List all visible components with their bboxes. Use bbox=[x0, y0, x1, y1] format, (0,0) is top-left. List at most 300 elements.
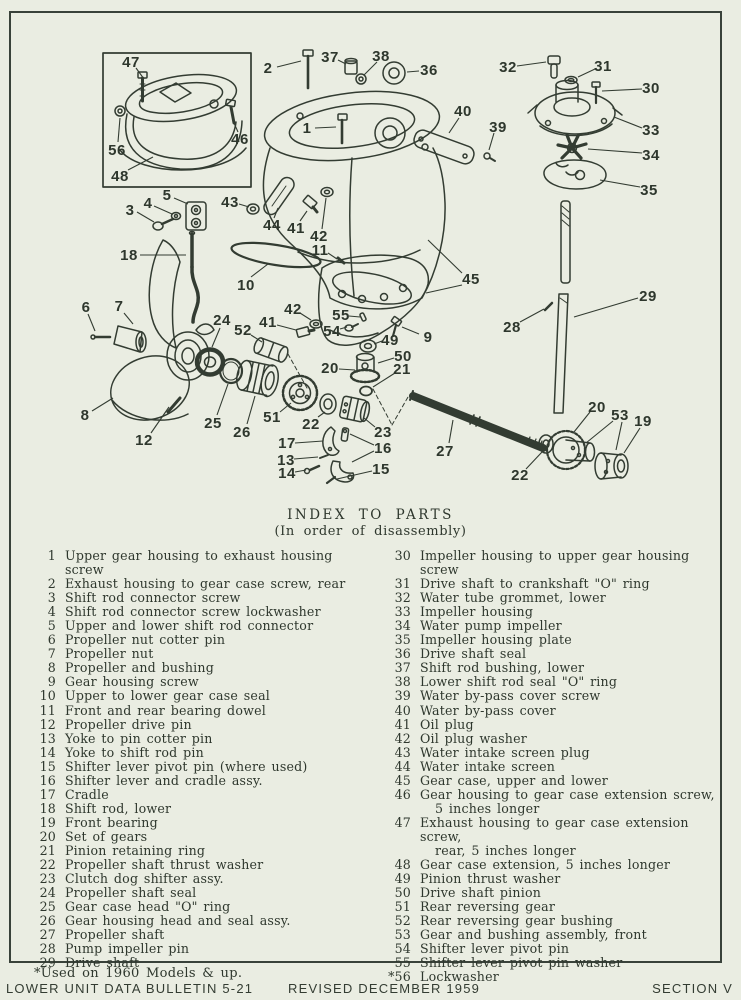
parts-index-item bbox=[383, 577, 728, 591]
callout-36: 36 bbox=[420, 62, 438, 79]
part-name: Gear housing screw bbox=[65, 674, 199, 690]
callout-19: 19 bbox=[634, 413, 652, 430]
lockwasher-4-drawing bbox=[172, 213, 181, 220]
part-name: Upper and lower shift rod connector bbox=[65, 618, 314, 634]
parts-index-item bbox=[28, 886, 368, 900]
part-number: 26 bbox=[39, 913, 56, 929]
callout-6: 6 bbox=[81, 299, 91, 316]
oil-plug-washer-42-upper-drawing bbox=[321, 188, 333, 197]
part-name: Gear case extension, 5 inches longer bbox=[420, 857, 671, 873]
part-name: Shift rod, lower bbox=[65, 800, 172, 816]
footnote: *Used on 1960 Models & up. bbox=[34, 966, 243, 981]
part-number: 16 bbox=[39, 772, 56, 788]
leader-line bbox=[349, 316, 360, 317]
reversing-gear-bushing-52-drawing bbox=[252, 337, 289, 364]
callout-33: 33 bbox=[642, 122, 660, 139]
part-number: 33 bbox=[394, 604, 411, 620]
parts-index-item bbox=[28, 872, 368, 886]
shift-rod-bushing-37-drawing bbox=[345, 59, 357, 75]
parts-index-item bbox=[28, 605, 368, 619]
extension-screw-46-drawing bbox=[226, 99, 236, 123]
callout-32: 32 bbox=[499, 59, 517, 76]
parts-index-item bbox=[383, 774, 728, 788]
callout-51: 51 bbox=[263, 409, 281, 426]
parts-index-item bbox=[383, 886, 728, 900]
callout-35: 35 bbox=[640, 182, 658, 199]
part-name: Shifter lever pivot pin washer bbox=[420, 955, 623, 971]
drive-shaft-pinion-50-drawing bbox=[351, 354, 379, 383]
callout-20: 20 bbox=[588, 399, 606, 416]
part-number: 17 bbox=[39, 786, 56, 802]
leader-line bbox=[137, 212, 154, 222]
callout-37: 37 bbox=[321, 49, 339, 66]
part-number: 48 bbox=[394, 857, 411, 873]
footer-section: SECTION V bbox=[652, 981, 733, 996]
cotter-pin-6-drawing bbox=[91, 335, 110, 339]
part-name: Propeller shaft thrust washer bbox=[65, 857, 264, 873]
callout-55: 55 bbox=[332, 307, 350, 324]
callout-41: 41 bbox=[259, 314, 277, 331]
impeller-housing-33-drawing bbox=[528, 81, 622, 136]
part-name: Gear case head "O" ring bbox=[65, 899, 231, 915]
parts-index-item bbox=[383, 872, 728, 886]
part-number: 27 bbox=[39, 927, 56, 943]
callout-20: 20 bbox=[321, 360, 339, 377]
part-number: 40 bbox=[394, 702, 411, 718]
footer-bulletin: LOWER UNIT DATA BULLETIN 5-21 bbox=[6, 981, 254, 996]
leader-line bbox=[449, 420, 453, 443]
callout-11: 11 bbox=[311, 242, 329, 259]
part-name: Water intake screen bbox=[420, 758, 556, 774]
parts-index-item bbox=[383, 675, 728, 689]
part-name: Set of gears bbox=[65, 828, 148, 844]
parts-index-left bbox=[28, 549, 368, 970]
part-number: 53 bbox=[394, 927, 411, 943]
parts-index-item bbox=[28, 816, 368, 830]
part-number: 31 bbox=[394, 576, 411, 592]
part-name: Pump impeller pin bbox=[65, 941, 190, 957]
impeller-plate-35-drawing bbox=[544, 160, 606, 189]
callout-18: 18 bbox=[120, 247, 138, 264]
callout-56: 56 bbox=[108, 142, 126, 159]
oil-plug-41-lower-drawing bbox=[296, 327, 314, 338]
parts-index-item bbox=[28, 647, 368, 661]
part-name: Propeller shaft bbox=[65, 927, 165, 943]
parts-index-item bbox=[28, 577, 368, 591]
callout-53: 53 bbox=[611, 407, 629, 424]
leader-line bbox=[92, 398, 113, 411]
part-number: 10 bbox=[39, 688, 56, 704]
leader-line bbox=[118, 118, 120, 142]
part-number: 18 bbox=[39, 800, 56, 816]
part-number: 8 bbox=[47, 660, 56, 676]
part-number: 1 bbox=[47, 548, 56, 563]
part-number: 47 bbox=[394, 814, 411, 830]
part-name: Propeller nut cotter pin bbox=[65, 632, 226, 648]
leader-line bbox=[616, 422, 622, 450]
callout-4: 4 bbox=[143, 195, 153, 212]
o-ring-38-drawing bbox=[356, 74, 366, 84]
callout-52: 52 bbox=[234, 322, 252, 339]
part-number: 41 bbox=[394, 716, 411, 732]
leader-line bbox=[520, 309, 544, 322]
callout-8: 8 bbox=[80, 407, 90, 424]
leader-line bbox=[277, 61, 301, 67]
part-number: 50 bbox=[394, 885, 411, 901]
parts-index-item bbox=[28, 774, 368, 788]
callout-15: 15 bbox=[372, 461, 390, 478]
callout-31: 31 bbox=[594, 58, 612, 75]
parts-index-item bbox=[28, 746, 368, 760]
index-heading bbox=[0, 508, 741, 539]
parts-index-item bbox=[383, 689, 728, 703]
callout-38: 38 bbox=[372, 48, 390, 65]
part-number: 30 bbox=[394, 548, 411, 563]
parts-index-item bbox=[28, 830, 368, 844]
leader-line bbox=[277, 325, 296, 330]
parts-index-item bbox=[383, 928, 728, 942]
callout-40: 40 bbox=[454, 103, 472, 120]
parts-index-item bbox=[383, 633, 728, 647]
pivot-pin-15-drawing bbox=[327, 477, 335, 483]
leader-line bbox=[322, 198, 326, 229]
part-name: Clutch dog shifter assy. bbox=[65, 871, 224, 887]
part-name: Propeller and bushing bbox=[65, 660, 214, 676]
part-number: 3 bbox=[47, 590, 56, 606]
drive-shaft-seal-36-drawing bbox=[383, 62, 405, 84]
part-name: Lockwasher bbox=[420, 969, 499, 985]
part-number: 13 bbox=[39, 730, 56, 746]
thrust-washer-22-drawing bbox=[320, 394, 336, 414]
parts-index-item bbox=[383, 816, 728, 858]
part-number: 23 bbox=[39, 871, 56, 887]
water-tube-grommet-32-drawing bbox=[548, 56, 560, 78]
lockwasher-56-drawing bbox=[115, 106, 125, 116]
callout-10: 10 bbox=[237, 277, 255, 294]
part-name: Propeller shaft seal bbox=[65, 885, 197, 901]
leader-line bbox=[328, 253, 337, 259]
front-gear-20-drawing bbox=[547, 431, 595, 469]
parts-index-right bbox=[383, 549, 728, 984]
leader-line bbox=[449, 118, 459, 133]
leader-line bbox=[352, 451, 374, 462]
leader-line bbox=[88, 314, 95, 331]
leader-line bbox=[614, 117, 642, 128]
part-number: 42 bbox=[394, 730, 411, 746]
leader-line bbox=[174, 198, 188, 204]
shift-rod-connector-5-drawing bbox=[186, 202, 206, 230]
screw-2-drawing bbox=[303, 50, 313, 88]
shift-rod-pin-14-drawing bbox=[305, 466, 320, 474]
gear-case-extension-drawing bbox=[120, 68, 246, 170]
callout-28: 28 bbox=[503, 319, 521, 336]
part-number: 52 bbox=[394, 913, 411, 929]
callout-48: 48 bbox=[111, 168, 129, 185]
part-name: Water by-pass cover screw bbox=[420, 688, 601, 704]
shift-rod-18-drawing bbox=[190, 232, 199, 323]
leader-line bbox=[337, 471, 372, 479]
callout-22: 22 bbox=[511, 467, 529, 484]
parts-index-item bbox=[28, 928, 368, 942]
leader-line bbox=[517, 62, 546, 66]
part-name: Pinion thrust washer bbox=[420, 871, 561, 887]
index-subtitle: (In order of disassembly) bbox=[274, 524, 467, 539]
bolt-1-drawing bbox=[338, 114, 347, 143]
part-name: Yoke to shift rod pin bbox=[65, 744, 204, 760]
pinion-retaining-ring-21-drawing bbox=[360, 387, 372, 396]
leader-line bbox=[294, 457, 318, 459]
leader-line bbox=[600, 180, 640, 187]
part-number: 51 bbox=[394, 899, 411, 915]
page-footer bbox=[0, 981, 741, 997]
part-number: 11 bbox=[39, 702, 56, 718]
parts-index-item bbox=[383, 746, 728, 760]
cradle-17-drawing bbox=[323, 427, 339, 455]
intake-screen-plug-43-drawing bbox=[247, 204, 259, 214]
part-name: Impeller housing to upper gear housing screw bbox=[420, 548, 690, 578]
parts-index-item bbox=[28, 844, 368, 858]
parts-index-item bbox=[383, 591, 728, 605]
parts-index-item bbox=[28, 675, 368, 689]
parts-index-item bbox=[28, 591, 368, 605]
part-name: Shift rod connector screw bbox=[65, 590, 241, 606]
callout-23: 23 bbox=[374, 424, 392, 441]
clutch-dog-23-drawing bbox=[339, 396, 371, 423]
oil-plug-41-upper-drawing bbox=[303, 195, 317, 212]
water-pump-impeller-34-drawing bbox=[558, 135, 586, 158]
callout-13: 13 bbox=[277, 452, 295, 469]
parts-index-item bbox=[28, 633, 368, 647]
part-name: Shift rod connector screw lockwasher bbox=[65, 604, 321, 620]
parts-index-item bbox=[28, 760, 368, 774]
part-number: 19 bbox=[39, 814, 56, 830]
leader-line bbox=[588, 149, 642, 153]
parts-index-item bbox=[383, 760, 728, 774]
part-number: 54 bbox=[394, 941, 411, 957]
leader-line bbox=[217, 384, 228, 415]
part-number: 44 bbox=[394, 758, 411, 774]
callout-49: 49 bbox=[381, 332, 399, 349]
part-number: 15 bbox=[39, 758, 56, 774]
callout-34: 34 bbox=[642, 147, 660, 164]
part-number: 55 bbox=[394, 955, 411, 971]
pivot-pin-washer-55-drawing bbox=[359, 313, 366, 322]
parts-index-item bbox=[28, 858, 368, 872]
parts-index-item bbox=[383, 605, 728, 619]
callout-44: 44 bbox=[263, 217, 281, 234]
part-name: Shift rod bushing, lower bbox=[420, 660, 585, 676]
callout-22: 22 bbox=[302, 416, 320, 433]
callout-29: 29 bbox=[639, 288, 657, 305]
parts-index-item bbox=[383, 914, 728, 928]
callout-54: 54 bbox=[323, 323, 341, 340]
leader-line bbox=[624, 428, 640, 453]
part-number: 20 bbox=[39, 828, 56, 844]
callout-7: 7 bbox=[114, 298, 124, 315]
cotter-pin-13-drawing bbox=[320, 455, 328, 458]
parts-index-item bbox=[383, 704, 728, 718]
part-name: Propeller nut bbox=[65, 646, 154, 662]
parts-index-item bbox=[28, 914, 368, 928]
part-name: Lower shift rod seal "O" ring bbox=[420, 674, 618, 690]
part-name: Shifter lever pivot pin bbox=[420, 941, 570, 957]
parts-index-item bbox=[28, 900, 368, 914]
part-name: Gear housing to gear case extension screw, 5 inches longer bbox=[420, 786, 715, 816]
callout-26: 26 bbox=[233, 424, 251, 441]
leader-line bbox=[428, 240, 462, 273]
callout-12: 12 bbox=[135, 432, 153, 449]
part-number: 22 bbox=[39, 857, 56, 873]
callout-24: 24 bbox=[213, 312, 231, 329]
part-name: Pinion retaining ring bbox=[65, 842, 206, 858]
leader-line bbox=[247, 396, 255, 424]
part-number: 29 bbox=[39, 955, 56, 971]
callout-30: 30 bbox=[642, 80, 660, 97]
part-name: Oil plug washer bbox=[420, 730, 527, 746]
parts-index-item bbox=[383, 661, 728, 675]
part-number: 38 bbox=[394, 674, 411, 690]
part-name-continued: rear, 5 inches longer bbox=[435, 842, 576, 858]
leader-line bbox=[602, 89, 642, 91]
leader-line bbox=[574, 298, 638, 317]
callout-42: 42 bbox=[284, 301, 302, 318]
front-bearing-19-drawing bbox=[595, 453, 628, 479]
part-name: Front and rear bearing dowel bbox=[65, 702, 266, 718]
part-name: Water by-pass cover bbox=[420, 702, 556, 718]
leader-line bbox=[239, 204, 249, 207]
part-name: Propeller drive pin bbox=[65, 716, 192, 732]
part-name: Yoke to pin cotter pin bbox=[65, 730, 213, 746]
part-name: Front bearing bbox=[65, 814, 158, 830]
index-title: INDEX TO PARTS bbox=[287, 507, 454, 523]
part-number: 35 bbox=[394, 632, 411, 648]
callout-27: 27 bbox=[436, 443, 454, 460]
part-number: 14 bbox=[39, 744, 56, 760]
parts-index-item bbox=[383, 619, 728, 633]
part-name: Cradle bbox=[65, 786, 109, 802]
callout-leader-lines bbox=[88, 60, 642, 479]
leader-line bbox=[578, 69, 595, 77]
parts-index-item bbox=[28, 704, 368, 718]
part-name: Water tube grommet, lower bbox=[420, 590, 607, 606]
pump-screw-30-drawing bbox=[592, 82, 600, 103]
callout-14: 14 bbox=[278, 465, 296, 482]
part-name: Drive shaft bbox=[65, 955, 140, 971]
parts-index-item bbox=[28, 661, 368, 675]
leader-line bbox=[426, 285, 462, 293]
part-name: Upper to lower gear case seal bbox=[65, 688, 271, 704]
leader-line bbox=[350, 434, 374, 445]
parts-index-item bbox=[28, 942, 368, 956]
part-number: 12 bbox=[39, 716, 56, 732]
parts-index-item bbox=[28, 619, 368, 633]
part-name: Gear and bushing assembly, front bbox=[420, 927, 647, 943]
callout-17: 17 bbox=[278, 435, 296, 452]
parts-index-item bbox=[383, 858, 728, 872]
parts-index-item bbox=[383, 956, 728, 970]
part-name: Drive shaft pinion bbox=[420, 885, 542, 901]
part-number: 25 bbox=[39, 899, 56, 915]
callout-1: 1 bbox=[302, 120, 312, 137]
callout-43: 43 bbox=[221, 194, 239, 211]
part-name: Rear reversing gear bushing bbox=[420, 913, 614, 929]
part-name: Water pump impeller bbox=[420, 618, 562, 634]
leader-line bbox=[251, 264, 268, 277]
leader-line bbox=[154, 206, 172, 214]
part-number: 45 bbox=[394, 772, 411, 788]
part-number: 7 bbox=[47, 646, 56, 662]
part-number: 9 bbox=[47, 674, 56, 690]
parts-index-item bbox=[28, 689, 368, 703]
part-number: 2 bbox=[47, 576, 56, 592]
part-number: 5 bbox=[47, 618, 56, 634]
part-number: 39 bbox=[394, 688, 411, 704]
callout-45: 45 bbox=[462, 271, 480, 288]
part-number: 24 bbox=[39, 885, 56, 901]
part-number: 43 bbox=[394, 744, 411, 760]
part-number: 21 bbox=[39, 842, 56, 858]
parts-index-item bbox=[28, 788, 368, 802]
leader-line bbox=[315, 127, 336, 128]
part-name: Impeller housing plate bbox=[420, 632, 572, 648]
parts-index-item bbox=[28, 718, 368, 732]
callout-50: 50 bbox=[394, 348, 412, 365]
part-number: 34 bbox=[394, 618, 411, 634]
parts-index-item bbox=[383, 788, 728, 816]
part-name: Gear housing head and seal assy. bbox=[65, 913, 291, 929]
part-name: Exhaust housing to gear case extension screw, rear, 5 inches longer bbox=[420, 816, 728, 858]
part-number: 36 bbox=[394, 646, 411, 662]
leader-line bbox=[340, 327, 347, 329]
part-name: Upper gear housing to exhaust housing screw bbox=[65, 548, 333, 578]
parts-index-item bbox=[383, 732, 728, 746]
parts-index-item bbox=[28, 732, 368, 746]
leader-line bbox=[295, 441, 323, 443]
propeller-8-drawing bbox=[102, 240, 214, 430]
part-name: Drive shaft to crankshaft "O" ring bbox=[420, 576, 650, 592]
callout-21: 21 bbox=[393, 361, 411, 378]
part-name: Gear case, upper and lower bbox=[420, 772, 608, 788]
parts-index-item bbox=[383, 942, 728, 956]
leader-line bbox=[402, 327, 419, 334]
callout-47: 47 bbox=[122, 54, 140, 71]
leader-line bbox=[407, 71, 419, 72]
callout-16: 16 bbox=[374, 440, 392, 457]
leader-line bbox=[378, 358, 394, 363]
part-name: Shifter lever and cradle assy. bbox=[65, 772, 263, 788]
part-number: 4 bbox=[47, 604, 56, 620]
parts-index-item bbox=[28, 549, 368, 577]
part-name: Shifter lever pivot pin (where used) bbox=[65, 758, 308, 774]
leader-line bbox=[339, 369, 355, 370]
part-number: 32 bbox=[394, 590, 411, 606]
parts-index-item bbox=[383, 647, 728, 661]
callout-39: 39 bbox=[489, 119, 507, 136]
propeller-shaft-27-drawing bbox=[410, 391, 543, 449]
callout-41: 41 bbox=[287, 220, 305, 237]
part-number: 46 bbox=[394, 786, 411, 802]
part-number: 6 bbox=[47, 632, 56, 648]
callout-46: 46 bbox=[231, 131, 249, 148]
callout-9: 9 bbox=[423, 329, 433, 346]
part-number: 28 bbox=[39, 941, 56, 957]
part-name-continued: 5 inches longer bbox=[435, 800, 540, 816]
callout-25: 25 bbox=[204, 415, 222, 432]
part-number: 49 bbox=[394, 871, 411, 887]
part-number: 37 bbox=[394, 660, 411, 676]
part-name: Drive shaft seal bbox=[420, 646, 527, 662]
callout-2: 2 bbox=[263, 60, 273, 77]
